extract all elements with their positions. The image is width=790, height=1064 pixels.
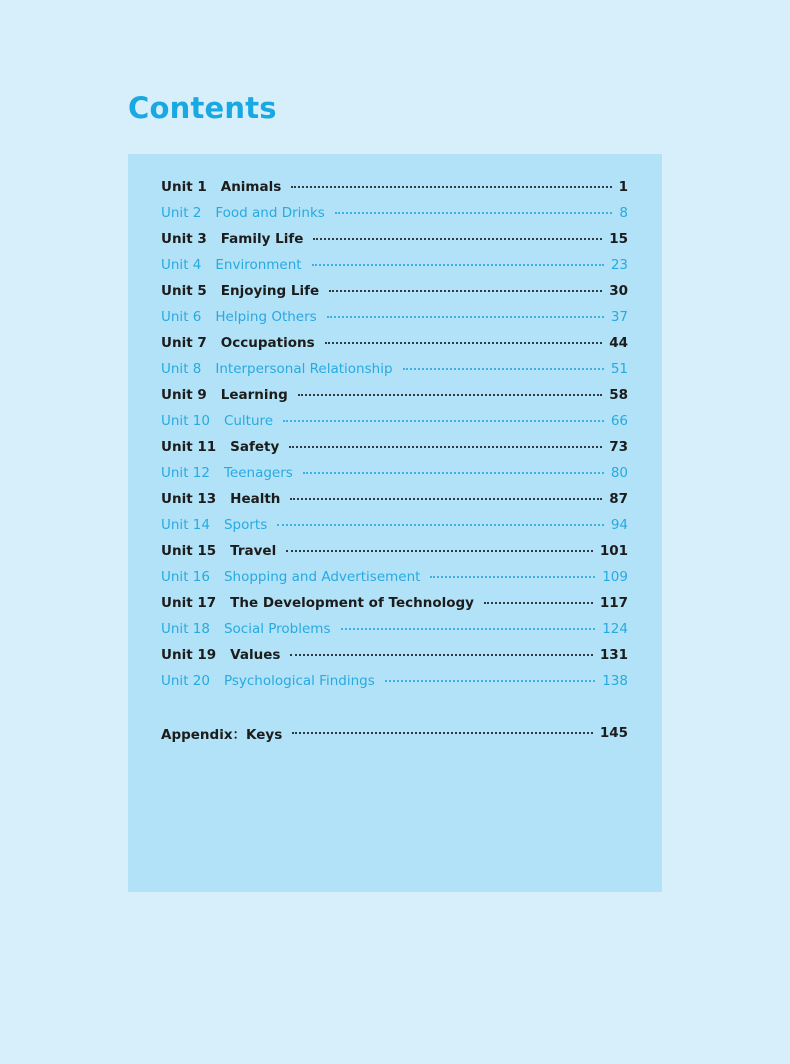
table-of-contents-panel bbox=[128, 154, 662, 892]
page-number: 124 bbox=[602, 621, 628, 637]
page-number: 51 bbox=[610, 361, 628, 377]
toc-entry-unit-9[interactable] bbox=[161, 382, 628, 408]
page-number: 80 bbox=[610, 465, 628, 481]
dot-leader bbox=[329, 290, 602, 292]
dot-leader bbox=[292, 732, 593, 734]
unit-title: Teenagers bbox=[223, 465, 293, 481]
page-number: 109 bbox=[602, 569, 628, 585]
dot-leader bbox=[312, 264, 604, 266]
toc-entry-unit-3[interactable] bbox=[161, 226, 628, 252]
unit-title: Environment bbox=[215, 257, 302, 273]
toc-entry-unit-19[interactable] bbox=[161, 642, 628, 668]
unit-title: Values bbox=[230, 647, 281, 663]
unit-title: The Development of Technology bbox=[230, 595, 474, 611]
toc-list bbox=[161, 174, 628, 746]
page-number: 117 bbox=[599, 595, 628, 611]
appendix-title: Appendix：Keys bbox=[161, 727, 283, 743]
toc-entry-unit-7[interactable] bbox=[161, 330, 628, 356]
unit-label: Unit 14 bbox=[161, 517, 210, 533]
unit-title: Health bbox=[230, 491, 281, 507]
page-number: 37 bbox=[610, 309, 628, 325]
toc-entry-unit-6[interactable] bbox=[161, 304, 628, 330]
dot-leader bbox=[290, 498, 602, 500]
toc-entry-unit-18[interactable] bbox=[161, 616, 628, 642]
toc-entry-unit-20[interactable] bbox=[161, 668, 628, 694]
page-title: Contents bbox=[128, 91, 277, 125]
unit-label: Unit 13 bbox=[161, 491, 217, 507]
unit-title: Interpersonal Relationship bbox=[215, 361, 393, 377]
unit-label: Unit 9 bbox=[161, 387, 207, 403]
toc-entry-unit-14[interactable] bbox=[161, 512, 628, 538]
page-number: 30 bbox=[609, 283, 628, 299]
unit-label: Unit 17 bbox=[161, 595, 217, 611]
dot-leader bbox=[283, 420, 604, 422]
unit-label: Unit 19 bbox=[161, 647, 217, 663]
unit-title: Occupations bbox=[220, 335, 315, 351]
dot-leader bbox=[327, 316, 604, 318]
page-number: 58 bbox=[609, 387, 628, 403]
dot-leader bbox=[341, 628, 596, 630]
unit-label: Unit 15 bbox=[161, 543, 217, 559]
unit-label: Unit 7 bbox=[161, 335, 207, 351]
unit-title: Family Life bbox=[220, 231, 304, 247]
page-number: 145 bbox=[599, 725, 628, 741]
page-number: 138 bbox=[602, 673, 628, 689]
page-number: 15 bbox=[609, 231, 628, 247]
unit-label: Unit 18 bbox=[161, 621, 210, 637]
dot-leader bbox=[385, 680, 595, 682]
page-number: 73 bbox=[609, 439, 628, 455]
dot-leader bbox=[298, 394, 602, 396]
dot-leader bbox=[313, 238, 602, 240]
toc-entry-unit-10[interactable] bbox=[161, 408, 628, 434]
unit-label: Unit 1 bbox=[161, 179, 207, 195]
dot-leader bbox=[290, 654, 592, 656]
toc-entry-unit-5[interactable] bbox=[161, 278, 628, 304]
dot-leader bbox=[325, 342, 603, 344]
page-number: 131 bbox=[599, 647, 628, 663]
toc-entry-unit-2[interactable] bbox=[161, 200, 628, 226]
dot-leader bbox=[430, 576, 595, 578]
toc-entry-unit-16[interactable] bbox=[161, 564, 628, 590]
toc-entry-unit-8[interactable] bbox=[161, 356, 628, 382]
unit-label: Unit 5 bbox=[161, 283, 207, 299]
dot-leader bbox=[403, 368, 604, 370]
toc-entry-unit-17[interactable] bbox=[161, 590, 628, 616]
dot-leader bbox=[291, 186, 611, 188]
unit-label: Unit 8 bbox=[161, 361, 202, 377]
dot-leader bbox=[303, 472, 604, 474]
unit-title: Learning bbox=[220, 387, 288, 403]
page-number: 66 bbox=[610, 413, 628, 429]
unit-label: Unit 4 bbox=[161, 257, 202, 273]
unit-title: Helping Others bbox=[215, 309, 317, 325]
page-number: 23 bbox=[610, 257, 628, 273]
toc-entry-unit-11[interactable] bbox=[161, 434, 628, 460]
dot-leader bbox=[277, 524, 604, 526]
unit-title: Social Problems bbox=[223, 621, 331, 637]
dot-leader bbox=[286, 550, 593, 552]
page-number: 8 bbox=[619, 205, 628, 221]
unit-label: Unit 2 bbox=[161, 205, 202, 221]
page-number: 94 bbox=[610, 517, 628, 533]
unit-title: Food and Drinks bbox=[215, 205, 325, 221]
toc-entry-appendix[interactable] bbox=[161, 720, 628, 746]
unit-label: Unit 6 bbox=[161, 309, 202, 325]
unit-label: Unit 10 bbox=[161, 413, 210, 429]
unit-title: Animals bbox=[220, 179, 282, 195]
toc-entry-unit-1[interactable] bbox=[161, 174, 628, 200]
unit-title: Psychological Findings bbox=[223, 673, 375, 689]
dot-leader bbox=[289, 446, 602, 448]
page-number: 44 bbox=[609, 335, 628, 351]
dot-leader bbox=[335, 212, 613, 214]
unit-label: Unit 20 bbox=[161, 673, 210, 689]
unit-title: Safety bbox=[230, 439, 280, 455]
unit-label: Unit 12 bbox=[161, 465, 210, 481]
toc-entry-unit-15[interactable] bbox=[161, 538, 628, 564]
unit-title: Shopping and Advertisement bbox=[223, 569, 421, 585]
unit-label: Unit 11 bbox=[161, 439, 217, 455]
unit-label: Unit 3 bbox=[161, 231, 207, 247]
page-number: 101 bbox=[599, 543, 628, 559]
page-number: 1 bbox=[618, 179, 628, 195]
unit-title: Culture bbox=[223, 413, 274, 429]
unit-label: Unit 16 bbox=[161, 569, 210, 585]
toc-entry-unit-13[interactable] bbox=[161, 486, 628, 512]
toc-entry-unit-12[interactable] bbox=[161, 460, 628, 486]
toc-entry-unit-4[interactable] bbox=[161, 252, 628, 278]
unit-title: Enjoying Life bbox=[220, 283, 320, 299]
unit-title: Travel bbox=[230, 543, 277, 559]
unit-title: Sports bbox=[223, 517, 268, 533]
page-number: 87 bbox=[609, 491, 628, 507]
dot-leader bbox=[484, 602, 593, 604]
